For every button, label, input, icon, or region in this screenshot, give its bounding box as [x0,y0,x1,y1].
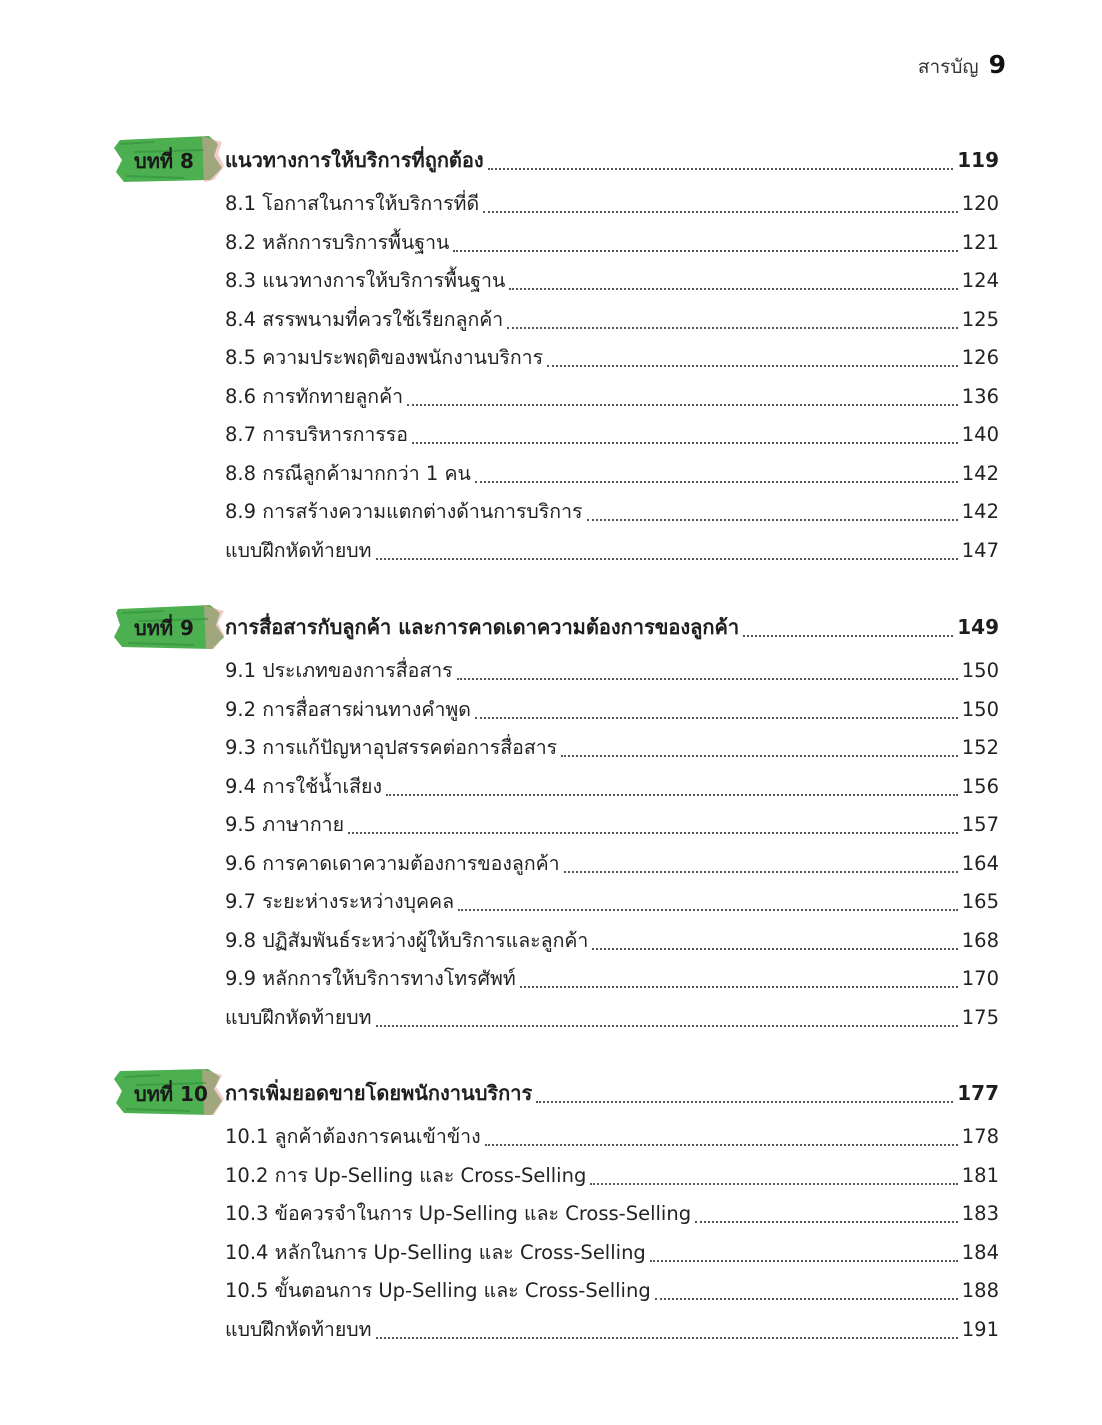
toc-entry[interactable] [0,184,1102,223]
toc-entry[interactable] [0,1310,1102,1349]
toc-entry-label: 8.3 แนวทางการให้บริการพื้นฐาน [225,269,506,292]
chapter-badge-label: บทที่ 8 [134,149,194,173]
toc-entry[interactable] [0,651,1102,690]
toc-entry-page: 120 [961,192,999,215]
dot-leader [412,441,958,444]
chapter-badge [114,132,226,186]
toc-entry[interactable] [0,223,1102,262]
toc-entry-page: 136 [961,384,999,408]
dot-leader [520,985,958,988]
dot-leader [376,1336,958,1339]
dot-leader [509,287,957,290]
toc-entry-page: 126 [961,346,999,369]
toc-entry-page: 140 [961,423,999,446]
dot-leader [348,831,958,834]
chapter-title: แนวทางการให้บริการที่ถูกต้อง [225,148,484,172]
toc-entry-label: 9.2 การสื่อสารผ่านทางคำพูด [225,697,471,721]
toc-entry[interactable] [0,415,1102,454]
toc-entry-page: 191 [961,1317,999,1341]
dot-leader [376,1024,958,1027]
toc-entry[interactable] [0,728,1102,767]
toc-entry-label: 8.5 ความประพฤติของพนักงานบริการ [225,346,544,369]
chapter-page: 119 [957,148,999,172]
toc-entry-label: 8.7 การบริหารการรอ [225,423,408,446]
toc-entry[interactable] [0,1117,1102,1156]
toc-entry-page: 125 [961,307,999,331]
dot-leader [458,908,958,911]
toc-entry-label: 9.4 การใช้น้ำเสียง [225,774,382,798]
toc-entry-page: 142 [961,500,999,523]
toc-entry-page: 184 [961,1240,999,1264]
toc-entry-label: 10.1 ลูกค้าต้องการคนเข้าข้าง [225,1125,481,1148]
toc-entry-page: 142 [961,461,999,485]
chapter-heading[interactable] [0,605,1102,651]
dot-leader [453,249,957,252]
toc-entry-page: 150 [961,659,999,682]
dot-leader [483,210,958,213]
dot-leader [376,557,958,560]
toc-entry-page: 178 [961,1125,999,1148]
dot-leader [695,1220,958,1223]
chapter-title-line [225,1077,999,1109]
toc-entry-page: 164 [961,851,999,875]
toc-entry-label: 8.1 โอกาสในการให้บริการที่ดี [225,192,480,215]
toc-entry-page: 183 [961,1202,999,1225]
toc-entry[interactable] [0,805,1102,844]
toc-entry-page: 121 [961,230,999,254]
dot-leader [536,1100,953,1103]
dot-leader [488,167,954,170]
chapter-title: การสื่อสารกับลูกค้า และการคาดเดาความต้องการของลูกค้า [225,615,740,639]
toc-entry-label: 10.3 ข้อควรจำในการ Up-Selling และ Cross-Selling [225,1202,692,1225]
toc-entry-label: 9.1 ประเภทของการสื่อสาร [225,659,453,682]
toc-entry-label: 9.5 ภาษากาย [225,813,344,836]
chapter-8 [0,138,1102,569]
toc-entry[interactable] [0,882,1102,921]
toc-entry[interactable] [0,377,1102,416]
dot-leader [590,1182,957,1185]
toc-entry-label: 9.9 หลักการให้บริการทางโทรศัพท์ [225,967,516,990]
chapter-badge-label: บทที่ 10 [134,1082,208,1106]
chapter-heading[interactable] [0,138,1102,184]
toc-entry[interactable] [0,1156,1102,1195]
toc-entry[interactable] [0,338,1102,377]
dot-leader [592,947,957,950]
toc-entry[interactable] [0,1271,1102,1310]
toc-entry-label: 8.2 หลักการบริการพื้นฐาน [225,230,450,254]
dot-leader [507,326,958,329]
toc-entry-label: 9.7 ระยะห่างระหว่างบุคคล [225,890,455,913]
toc-entry[interactable] [0,844,1102,883]
chapter-page: 177 [957,1081,999,1105]
toc-entry-page: 157 [961,813,999,836]
dot-leader [650,1259,958,1262]
toc-entry-page: 147 [961,538,999,562]
toc-entry-label: แบบฝึกหัดท้ายบท [225,1317,372,1341]
chapter-badge [114,599,226,653]
dot-leader [485,1143,958,1146]
chapter-title-line [225,611,999,643]
dot-leader [547,364,958,367]
toc-entry-label: 9.8 ปฏิสัมพันธ์ระหว่างผู้ให้บริการและลูกค้า [225,928,589,952]
page-number: 9 [988,50,1006,79]
toc-entry-label: 9.6 การคาดเดาความต้องการของลูกค้า [225,851,560,875]
chapter-heading[interactable] [0,1071,1102,1117]
toc-entry-page: 150 [961,697,999,721]
toc-entry-page: 188 [961,1279,999,1302]
chapter-9 [0,605,1102,1036]
chapter-badge-label: บทที่ 9 [134,616,194,640]
toc-entry[interactable] [0,690,1102,729]
toc-entry-label: 8.4 สรรพนามที่ควรใช้เรียกลูกค้า [225,307,504,331]
chapter-10 [0,1071,1102,1348]
toc-entry-page: 170 [961,967,999,990]
chapter-title: การเพิ่มยอดขายโดยพนักงานบริการ [225,1081,533,1105]
toc-entry-page: 165 [961,890,999,913]
toc-entry-page: 152 [961,736,999,759]
toc-entry[interactable] [0,1194,1102,1233]
toc-entry-page: 181 [961,1163,999,1187]
chapter-title-line [225,144,999,176]
dot-leader [587,518,958,521]
chapter-badge [114,1065,226,1119]
toc-entry-label: 10.4 หลักในการ Up-Selling และ Cross-Selling [225,1240,646,1264]
toc-entry-label: 8.6 การทักทายลูกค้า [225,384,404,408]
toc-entry-label: 10.2 การ Up-Selling และ Cross-Selling [225,1163,587,1187]
toc-entry[interactable] [0,492,1102,531]
toc-entry[interactable] [0,921,1102,960]
toc-entry-label: 9.3 การแก้ปัญหาอุปสรรคต่อการสื่อสาร [225,736,558,759]
toc-entry-page: 168 [961,928,999,952]
toc-entry-label: แบบฝึกหัดท้ายบท [225,1005,372,1029]
toc-entry-label: 8.8 กรณีลูกค้ามากกว่า 1 คน [225,461,471,485]
toc-entry[interactable] [0,454,1102,493]
dot-leader [564,870,958,873]
dot-leader [457,677,958,680]
dot-leader [407,403,958,406]
dot-leader [743,634,953,637]
toc-entry[interactable] [0,959,1102,998]
toc-entry[interactable] [0,531,1102,570]
page-header-title: สารบัญ [917,56,979,78]
toc-entry[interactable] [0,767,1102,806]
toc-entry[interactable] [0,998,1102,1037]
toc-entry[interactable] [0,300,1102,339]
dot-leader [475,480,958,483]
toc-entry[interactable] [0,1233,1102,1272]
toc-entry-page: 124 [961,269,999,292]
dot-leader [655,1297,958,1300]
dot-leader [475,716,958,719]
toc-entry-label: แบบฝึกหัดท้ายบท [225,538,372,562]
page-header [918,50,1006,82]
dot-leader [386,793,958,796]
toc-entry-page: 175 [961,1005,999,1029]
toc-entry-page: 156 [961,774,999,798]
toc-entry-label: 8.9 การสร้างความแตกต่างด้านการบริการ [225,500,583,523]
toc-entry-label: 10.5 ขั้นตอนการ Up-Selling และ Cross-Selling [225,1279,651,1302]
dot-leader [561,754,958,757]
toc-entry[interactable] [0,261,1102,300]
chapter-page: 149 [957,615,999,639]
